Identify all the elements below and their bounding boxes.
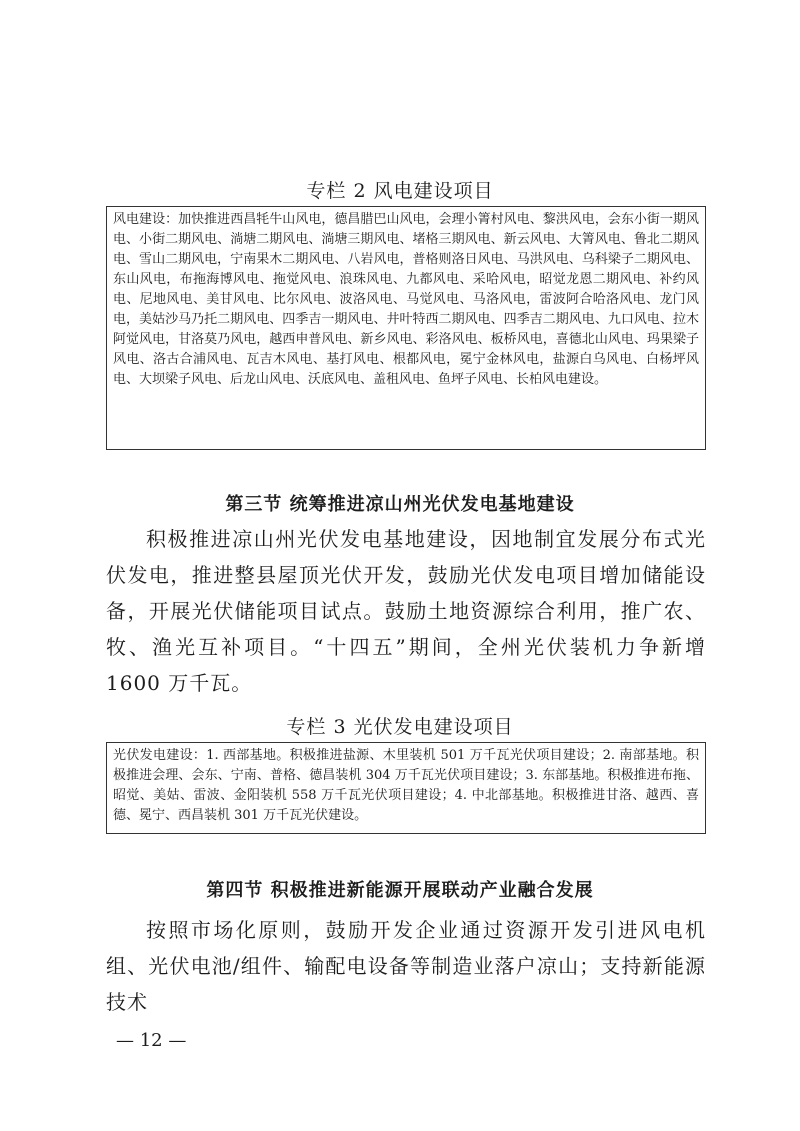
page-number: — 12 — [116,1030,187,1051]
column3-box: 光伏发电建设：1. 西部基地。积极推进盐源、木里装机 501 万千瓦光伏项目建设；2. 南部基地。积极推进会理、会东、宁南、普格、德昌装机 304 万千瓦光伏项目建设；3. 东部基地。积极推进布拖、昭觉、美姑、雷波、金阳装机 558 万千瓦光伏项目建设；4. 中北部基地。积极推进甘洛、越西、喜德、冕宁、西昌装机 301 万千瓦光伏建设。 [106,742,706,834]
column3-title: 专栏 3 光伏发电建设项目 [286,716,514,738]
section3-paragraph: 积极推进凉山州光伏发电基地建设，因地制宜发展分布式光伏发电，推进整县屋顶光伏开发，鼓励光伏发电项目增加储能设备，开展光伏储能项目试点。鼓励土地资源综合利用，推广农、牧、渔光互补项目。“十四五”期间，全州光伏装机力争新增 1600 万千瓦。 [106,527,706,695]
column2-box: 风电建设：加快推进西昌牦牛山风电，德昌腊巴山风电，会理小箐村风电、黎洪风电，会东小街一期风电、小街二期风电、淌塘二期风电、淌塘三期风电、堵格三期风电、新云风电、大箐风电、鲁北二期风电、雪山二期风电，宁南果木二期风电、八岩风电，普格则洛日风电、马洪风电、乌科梁子二期风电、东山风电，布拖海博风电、拖觉风电、浪珠风电、九都风电、采哈风电，昭觉龙恩二期风电、补约风电、尼地风电、美甘风电、比尔风电、波洛风电、马觉风电、马洛风电，雷波阿合哈洛风电、龙门风电，美姑沙马乃托二期风电、四季吉一期风电、井叶特西二期风电、四季吉二期风电、九口风电、拉木阿觉风电，甘洛莫乃风电，越西申普风电、新乡风电、彩洛风电、板桥风电，喜德北山风电、玛果梁子风电、洛古合浦风电、瓦吉木风电、基打风电、根都风电，冕宁金林风电，盐源白乌风电、白杨坪风电、大坝梁子风电、后龙山风电、沃底风电、盖租风电、鱼坪子风电、长柏风电建设。 [106,206,706,450]
section3-title: 第三节 统筹推进凉山州光伏发电基地建设 [225,494,575,515]
section4-paragraph: 按照市场化原则，鼓励开发企业通过资源开发引进风电机组、光伏电池/组件、输配电设备等制造业落户凉山；支持新能源技术 [106,918,706,1014]
section4-title: 第四节 积极推进新能源开展联动产业融合发展 [206,880,594,901]
column2-title: 专栏 2 风电建设项目 [306,180,494,202]
